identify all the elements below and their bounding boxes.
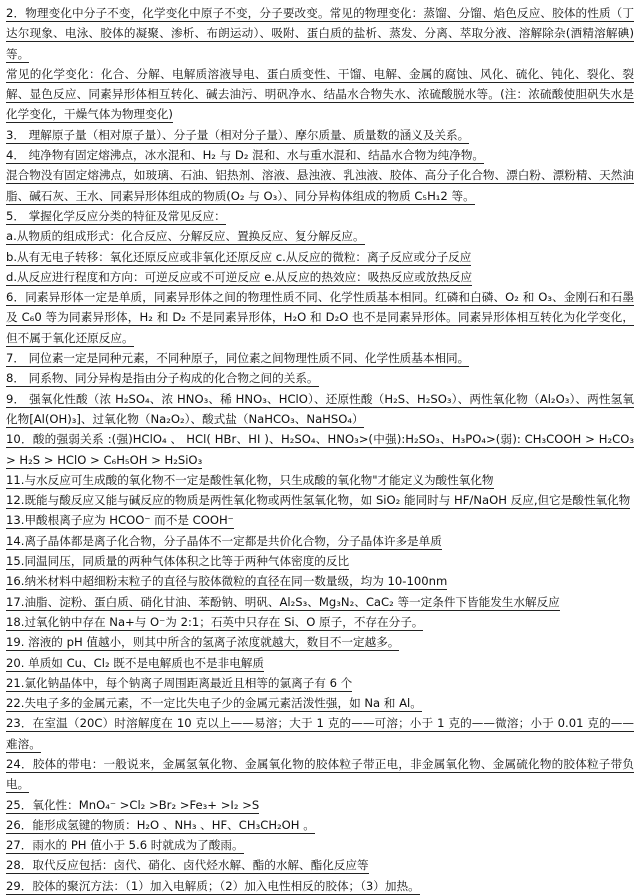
paragraph-15: 15.同温同压，同质量的两种气体体积之比等于两种气体密度的反比 [6, 554, 350, 569]
paragraph-5: 5． 掌握化学反应分类的特征及常见反应： [6, 208, 226, 223]
paragraph-25: 25．氧化性：MnO₄⁻ >Cl₂ >Br₂ >Fe₃+ >I₂ >S [6, 797, 260, 812]
paragraph-18: 18.过氧化钠中存在 Na+与 O⁻为 2:1；石英中只存在 Si、O 原子，不存在分子。 [6, 614, 424, 629]
paragraph-5b: b.从有无电子转移：氧化还原反应或非氧化还原反应 c.从反应的微粒：离子反应或分子反应 [6, 249, 472, 264]
paragraph-22: 22.失电子多的金属元素，不一定比失电子少的金属元素活泼性强，如 Na 和 Al。 [6, 696, 422, 711]
paragraph-24: 24．胶体的带电：一般说来，金属氢氧化物、金属氧化物的胶体粒子带正电，非金属氧化物、金属硫化物的胶体粒子带负电。 [6, 756, 634, 792]
paragraph-4: 4． 纯净物有固定熔沸点，冰水混和、H₂ 与 D₂ 混和、水与重水混和、结晶水合物为纯净物。 [6, 148, 485, 163]
paragraph-20: 20. 单质如 Cu、Cl₂ 既不是电解质也不是非电解质 [6, 655, 264, 670]
paragraph-8: 8． 同系物、同分异构是指由分子构成的化合物之间的关系。 [6, 371, 319, 386]
paragraph-12: 12.既能与酸反应又能与碱反应的物质是两性氧化物或两性氢氧化物，如 SiO₂ 能同时与 HF/NaOH 反应,但它是酸性氧化物 [6, 493, 631, 508]
paragraph-9: 9． 强氧化性酸（浓 H₂SO₄、浓 HNO₃、稀 HNO₃、HClO）、还原性酸（H₂S、H₂SO₃）、两性氧化物（Al₂O₃）、两性氢氧化物[Al(OH)₃]、过氧化物（Na₂O₂）、酸式盐（NaHCO₃、NaHSO₄） [6, 391, 634, 426]
paragraph-27: 27．雨水的 PH 值小于 5.6 时就成为了酸雨。 [6, 838, 244, 853]
paragraph-29: 29．胶体的聚沉方法：（1）加入电解质；（2）加入电性相反的胶体；（3）加热。 [6, 878, 420, 893]
paragraph-5d: d.从反应进行程度和方向：可逆反应或不可逆反应 e.从反应的热效应：吸热反应或放热反应 [6, 269, 473, 284]
paragraph-28: 28．取代反应包括：卤代、硝化、卤代烃水解、酯的水解、酯化反应等 [6, 858, 369, 873]
paragraph-11: 11.与水反应可生成酸的氧化物不一定是酸性氧化物，只生成酸的氧化物"才能定义为酸性氧化物 [6, 472, 494, 487]
paragraph-7: 7． 同位素一定是同种元素，不同种原子，同位素之间物理性质不同、化学性质基本相同。 [6, 351, 470, 366]
paragraph-26: 26．能形成氢键的物质：H₂O 、NH₃ 、HF、CH₃CH₂OH 。 [6, 817, 315, 832]
paragraph-6: 6．同素异形体一定是单质，同素异形体之间的物理性质不同、化学性质基本相同。红磷和白磷、O₂ 和 O₃、金刚石和石墨及 C₆0 等为同素异形体，H₂ 和 D₂ 不是同素异形体，H₂O 和 D₂O 也不是同素异形体。同素异形体相互转化为化学变化，但不属于氧化还原反应。 [6, 290, 634, 345]
paragraph-23: 23．在室温（20C）时溶解度在 10 克以上——易溶；大于 1 克的——可溶；小于 1 克的——微溶；小于 0.01 克的——难溶。 [6, 716, 634, 751]
paragraph-5a: a.从物质的组成形式：化合反应、分解反应、置换反应、复分解反应。 [6, 229, 365, 244]
paragraph-chemical-change: 常见的化学变化：化合、分解、电解质溶液导电、蛋白质变性、干馏、电解、金属的腐蚀、风化、硫化、钝化、裂化、裂解、显色反应、同素异形体相互转化、碱去油污、明矾净水、结晶水合物失水、浓硫酸脱水等。(注：浓硫酸使胆矾失水是化学变化，干燥气体为物理变化) [6, 66, 634, 122]
paragraph-21: 21.氯化钠晶体中，每个钠离子周围距离最近且相等的氯离子有 6 个 [6, 675, 353, 690]
paragraph-10: 10．酸的强弱关系 :(强)HClO₄ 、 HCl( HBr、HI )、H₂SO₄、HNO₃>(中强):H₂SO₃、H₃PO₄>(弱): CH₃COOH > H₂CO₃ > H₂S > HClO > C₆H₅OH > H₂SiO₃ [6, 432, 634, 467]
paragraph-13: 13.甲酸根离子应为 HCOO⁻ 而不是 COOH⁻ [6, 513, 234, 528]
paragraph-16: 16.纳米材料中超细粉末粒子的直径与胶体微粒的直径在同一数量级，均为 10-100nm [6, 574, 448, 589]
paragraph-14: 14.离子晶体都是离子化合物，分子晶体不一定都是共价化合物，分子晶体许多是单质 [6, 533, 442, 548]
paragraph-2-physical-change: 2．物理变化中分子不变，化学变化中原子不变，分子要改变。常见的物理变化：蒸馏、分馏、焰色反应、胶体的性质（丁达尔现象、电泳、胶体的凝聚、渗析、布朗运动）、吸附、蛋白质的盐析、蒸发、分离、萃取分液、溶解除杂(酒精溶解碘)等。 [6, 6, 634, 61]
paragraph-19: 19. 溶液的 pH 值越小，则其中所含的氢离子浓度就越大，数目不一定越多。 [6, 635, 400, 650]
paragraph-mixtures: 混合物没有固定熔沸点，如玻璃、石油、铝热剂、溶液、悬浊液、乳浊液、胶体、高分子化合物、漂白粉、漂粉精、天然油脂、碱石灰、王水、同素异形体组成的物质(O₂ 与 O₃）、同分异构体组成的物质 C₅H₁2 等。 [6, 168, 634, 203]
paragraph-3: 3． 理解原子量（相对原子量）、分子量（相对分子量）、摩尔质量、质量数的涵义及关系。 [6, 127, 470, 142]
paragraph-17: 17.油脂、淀粉、蛋白质、硝化甘油、苯酚钠、明矾、Al₂S₃、Mg₃N₂、CaC₂ 等一定条件下皆能发生水解反应 [6, 594, 560, 609]
